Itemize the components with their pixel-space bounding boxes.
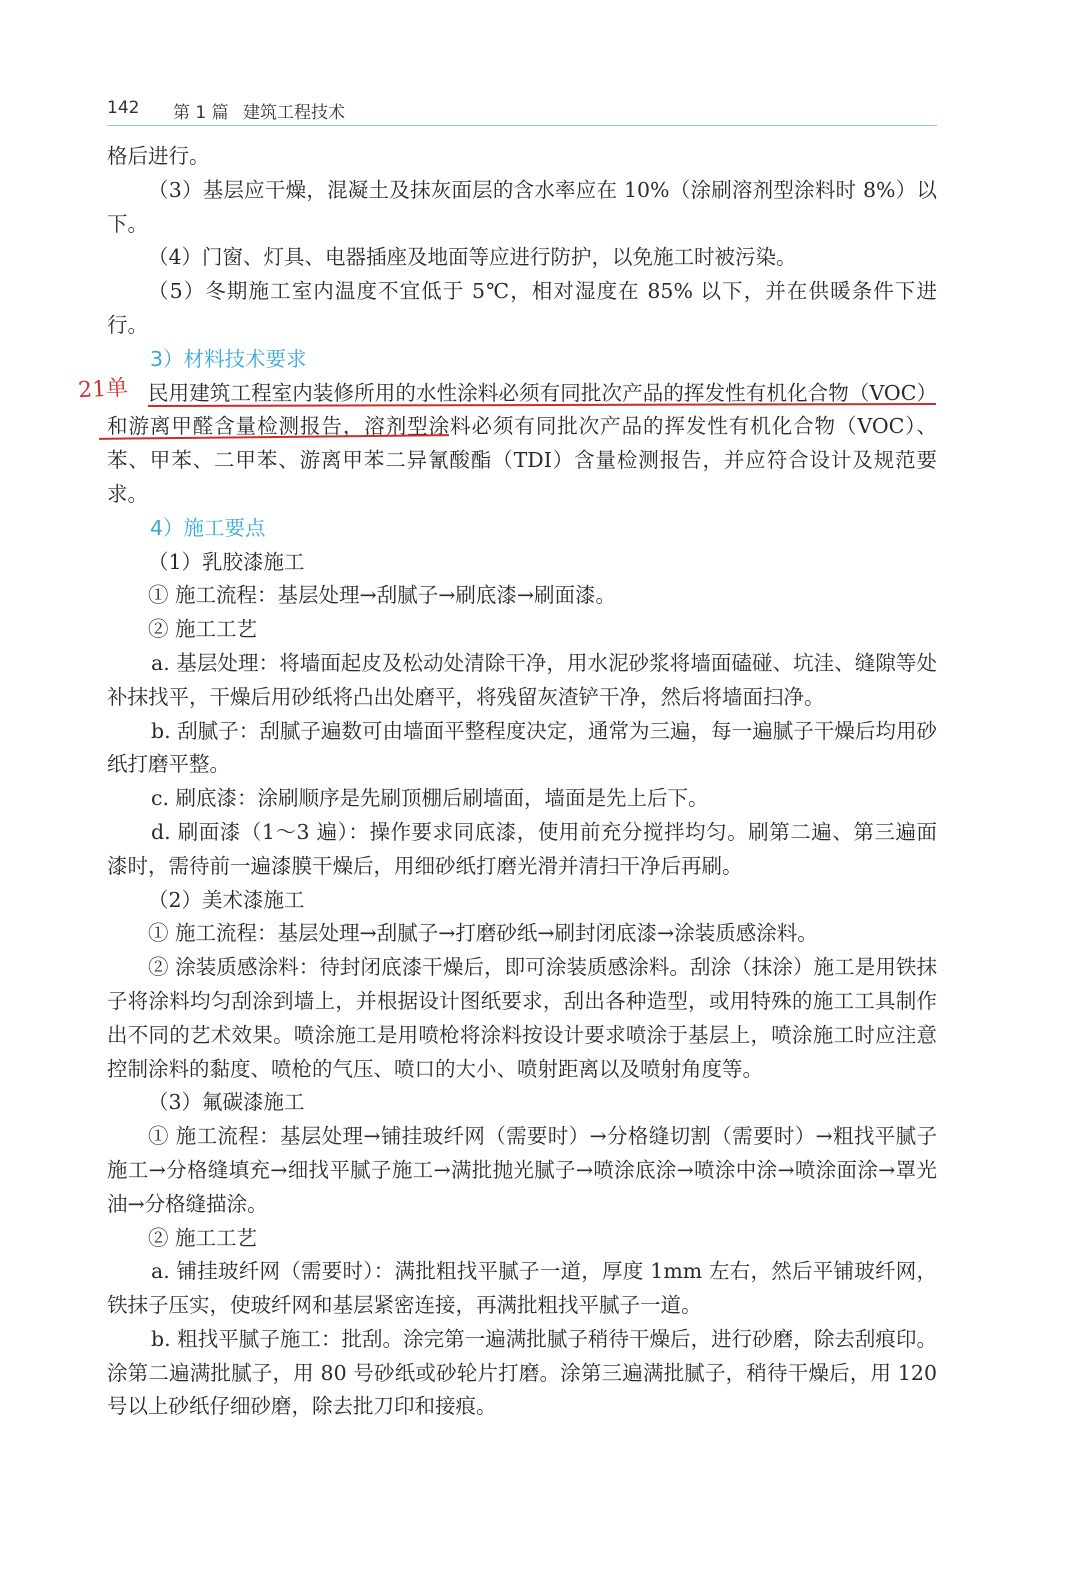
paragraph: a. 基层处理：将墙面起皮及松动处清除干净，用水泥砂浆将墙面磕碰、坑洼、缝隙等处补抹找平，干燥后用砂纸将凸出处磨平，将残留灰渣铲干净，然后将墙面扫净。: [107, 650, 937, 709]
paragraph: （1）乳胶漆施工: [148, 549, 305, 574]
paragraph: （4）门窗、灯具、电器插座及地面等应进行防护，以免施工时被污染。: [148, 245, 797, 270]
paragraph: 民用建筑工程室内装修所用的水性涂料必须有同批次产品的挥发性有机化合物（VOC）和游离甲醛含量检测报告，溶剂型涂料必须有同批次产品的挥发性有机化合物（VOC）、苯、甲苯、二甲苯、游离甲苯二异氰酸酯（TDI）含量检测报告，并应符合设计及规范要求。: [107, 380, 937, 506]
section-title: 建筑工程技术: [243, 103, 345, 123]
paragraph: b. 粗找平腻子施工：批刮。涂完第一遍满批腻子稍待干燥后，进行砂磨，除去刮痕印。涂第二遍满批腻子，用 80 号砂纸或砂轮片打磨。涂第三遍满批腻子，稍待干燥后，用 120 号以上砂纸仔细砂磨，除去批刀印和接痕。: [107, 1326, 937, 1419]
paragraph: c. 刷底漆：涂刷顺序是先刷顶棚后刷墙面，墙面是先上后下。: [151, 786, 709, 811]
paragraph: （3）基层应干燥，混凝土及抹灰面层的含水率应在 10%（涂刷溶剂型涂料时 8%）以下。: [107, 177, 937, 236]
paragraph: d. 刷面漆（1～3 遍）：操作要求同底漆，使用前充分搅拌均匀。刷第二遍、第三遍面漆时，需待前一遍漆膜干燥后，用细砂纸打磨光滑并清扫干净后再刷。: [107, 819, 937, 878]
subheading: 4）施工要点: [150, 515, 266, 540]
running-header: [107, 96, 937, 122]
paragraph: ① 施工流程：基层处理→铺挂玻纤网（需要时）→分格缝切割（需要时）→粗找平腻子施工→分格缝填充→细找平腻子施工→满批抛光腻子→喷涂底涂→喷涂中涂→喷涂面涂→罩光油→分格缝描涂。: [107, 1124, 937, 1216]
paragraph: a. 铺挂玻纤网（需要时）：满批粗找平腻子一道，厚度 1mm 左右，然后平铺玻纤网，铁抹子压实，使玻纤网和基层紧密连接，再满批粗找平腻子一道。: [107, 1259, 937, 1318]
paragraph: ② 施工工艺: [148, 617, 258, 642]
subheading: 3）材料技术要求: [150, 346, 307, 371]
paragraph: b. 刮腻子：刮腻子遍数可由墙面平整程度决定，通常为三遍，每一遍腻子干燥后均用砂纸打磨平整。: [107, 718, 937, 777]
paragraph: （3）氟碳漆施工: [148, 1090, 305, 1115]
paragraph: （2）美术漆施工: [148, 887, 305, 912]
page-number: 142: [107, 98, 140, 118]
paragraph: 格后进行。: [107, 144, 210, 168]
paragraph: ① 施工流程：基层处理→刮腻子→刷底漆→刷面漆。: [148, 583, 617, 608]
part-label: 第 1 篇: [173, 103, 229, 123]
paragraph: （5）冬期施工室内温度不宜低于 5℃，相对湿度在 85% 以下，并在供暖条件下进行。: [107, 279, 937, 337]
paragraph: ② 施工工艺: [148, 1225, 258, 1250]
header-divider: [107, 125, 937, 126]
handwritten-note: 21单: [77, 375, 129, 404]
paragraph: ② 涂装质感涂料：待封闭底漆干燥后，即可涂装质感涂料。刮涂（抹涂）施工是用铁抹子将涂料均匀刮涂到墙上，并根据设计图纸要求，刮出各种造型，或用特殊的施工工具制作出不同的艺术效果。喷涂施工是用喷枪将涂料按设计要求喷涂于基层上，喷涂施工时应注意控制涂料的黏度、喷枪的气压、喷口的大小、喷射距离以及喷射角度等。: [107, 955, 937, 1081]
page-body: [107, 140, 937, 1424]
paragraph: ① 施工流程：基层处理→刮腻子→打磨砂纸→刷封闭底漆→涂装质感涂料。: [148, 921, 818, 946]
